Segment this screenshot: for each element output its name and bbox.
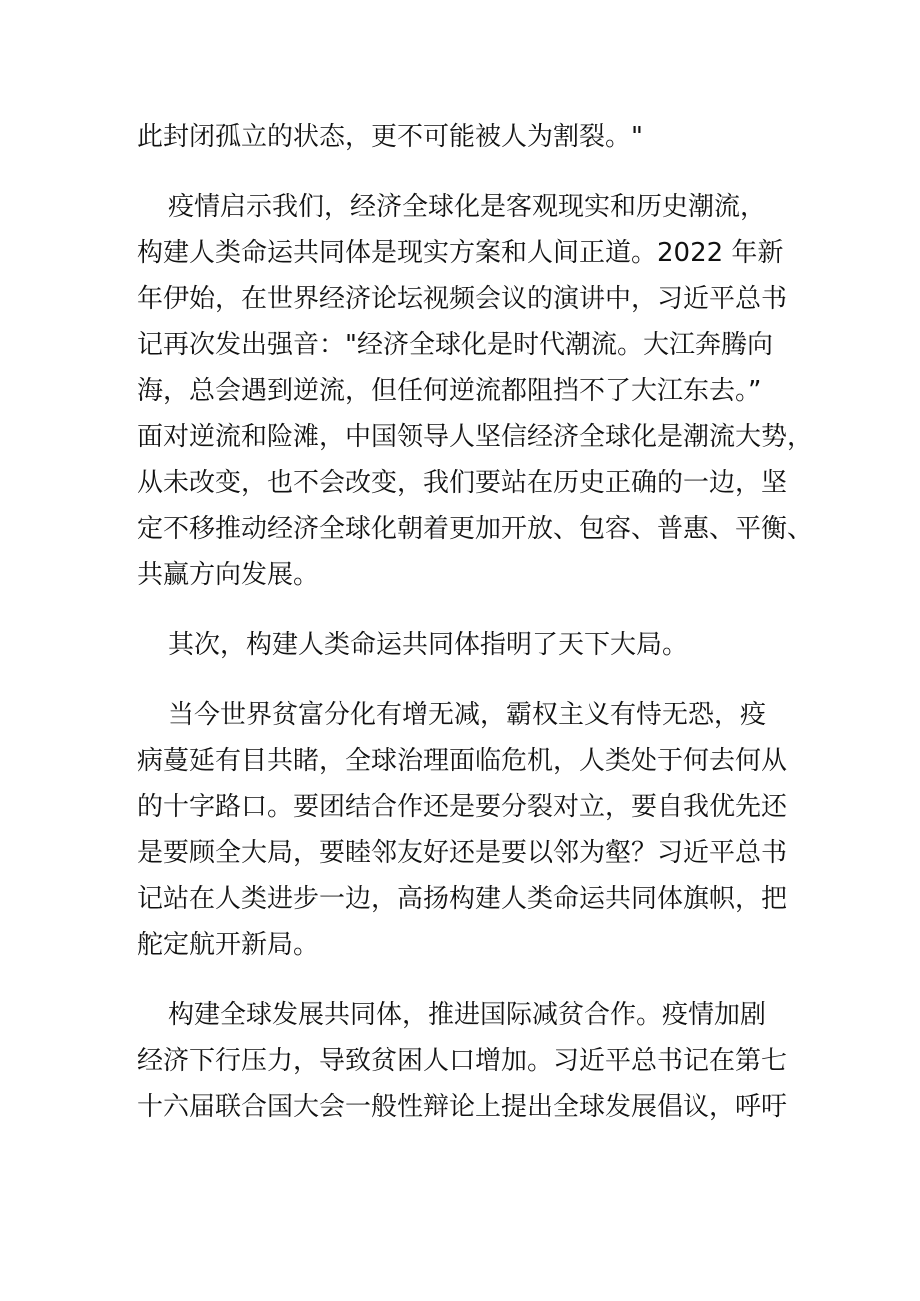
text-line-8: 从未改变，也不会改变，我们要站在历史正确的一边，坚	[137, 468, 788, 498]
text-line-9: 定不移推动经济全球化朝着更加开放、包容、普惠、平衡、	[137, 514, 814, 544]
text-line-17: 舵定航开新局。	[137, 930, 320, 960]
text-line-6: 海，总会遇到逆流，但任何逆流都阻挡不了大江东去。”	[137, 376, 762, 406]
text-line-2: 疫情启示我们，经济全球化是客观现实和历史潮流，	[168, 192, 767, 222]
text-line-18: 构建全球发展共同体，推进国际减贫合作。疫情加剧	[168, 1000, 767, 1030]
text-line-19: 经济下行压力，导致贫困人口增加。习近平总书记在第七	[137, 1046, 788, 1076]
text-line-11: 其次，构建人类命运共同体指明了天下大局。	[168, 630, 689, 660]
text-line-20: 十六届联合国大会一般性辩论上提出全球发展倡议，呼吁	[137, 1092, 788, 1122]
text-line-4: 年伊始，在世界经济论坛视频会议的演讲中，习近平总书	[137, 284, 788, 314]
text-line-1: 此封闭孤立的状态，更不可能被人为割裂。"	[137, 122, 643, 152]
text-line-5: 记再次发出强音："经济全球化是时代潮流。大江奔腾向	[137, 330, 773, 360]
text-line-7: 面对逆流和险滩，中国领导人坚信经济全球化是潮流大势，	[137, 422, 814, 452]
text-line-14: 的十字路口。要团结合作还是要分裂对立，要自我优先还	[137, 792, 788, 822]
text-line-10: 共赢方向发展。	[137, 560, 320, 590]
text-line-3: 构建人类命运共同体是现实方案和人间正道。2022 年新	[137, 238, 784, 268]
text-line-16: 记站在人类进步一边，高扬构建人类命运共同体旗帜，把	[137, 884, 788, 914]
text-line-15: 是要顾全大局，要睦邻友好还是要以邻为壑？习近平总书	[137, 838, 788, 868]
text-line-13: 病蔓延有目共睹，全球治理面临危机，人类处于何去何从	[137, 746, 788, 776]
text-line-12: 当今世界贫富分化有增无减，霸权主义有恃无恐，疫	[168, 700, 767, 730]
